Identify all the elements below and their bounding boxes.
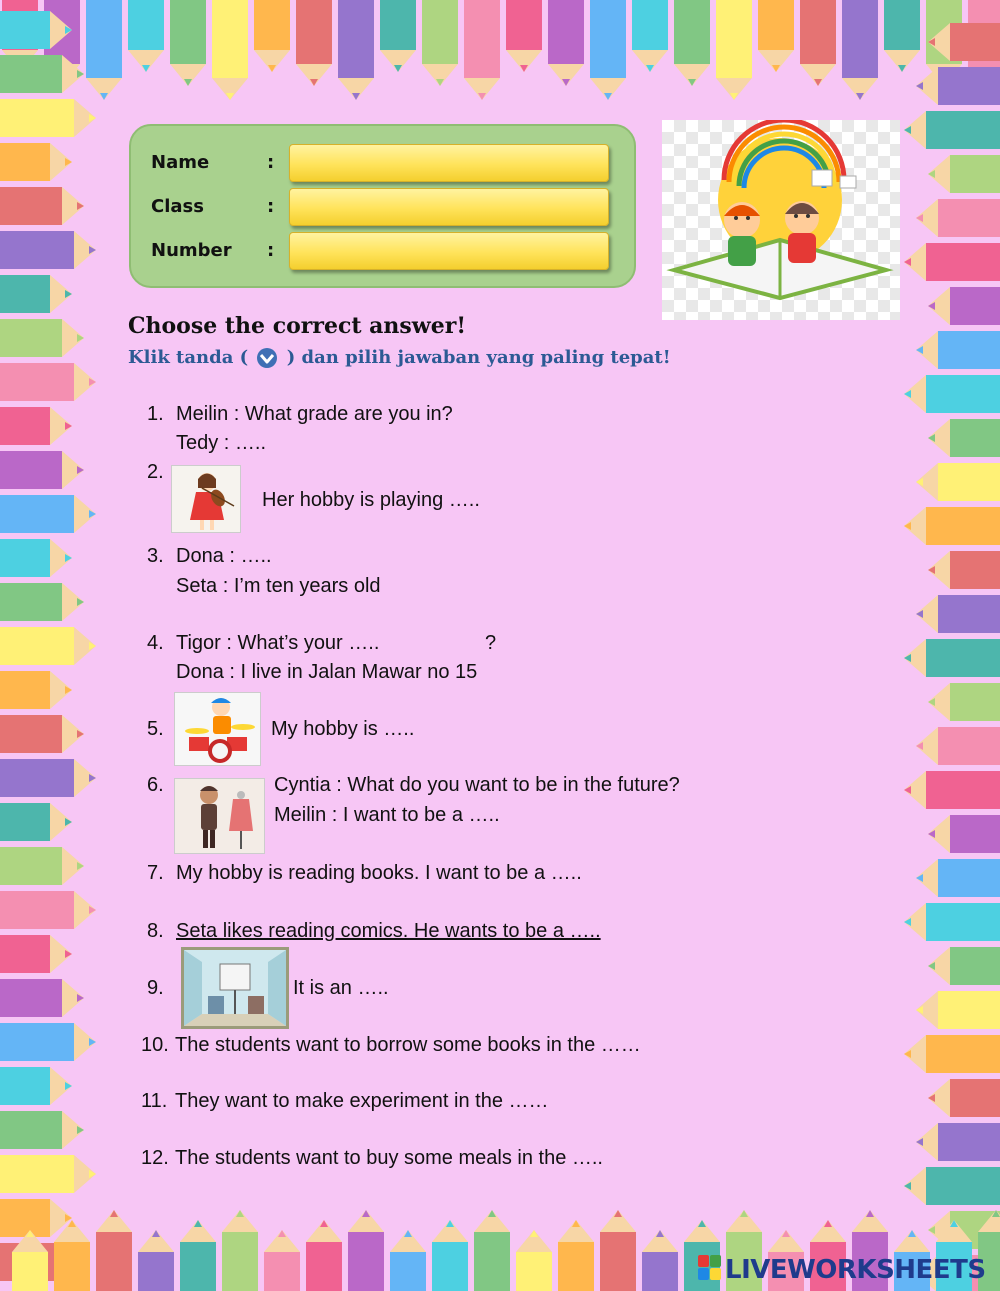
pencil (928, 551, 1000, 589)
pencil (842, 0, 878, 100)
q10-text: The students want to borrow some books in the …… (175, 1034, 641, 1056)
q7-number: 7. (147, 862, 164, 884)
pencil (0, 803, 72, 841)
pencil-border-right (890, 0, 1000, 1291)
pencil (916, 595, 1000, 633)
pencil (348, 1210, 384, 1291)
class-colon: : (267, 196, 275, 217)
pencil (0, 1023, 96, 1061)
student-info-form (129, 124, 636, 288)
pencil (0, 275, 72, 313)
chevron-down-icon (256, 347, 278, 369)
page-title: Choose the correct answer! (128, 313, 466, 339)
pencil (758, 0, 794, 72)
pencil (0, 1111, 84, 1149)
pencil (0, 539, 72, 577)
pencil (0, 187, 84, 225)
q7-text: My hobby is reading books. I want to be a ….. (176, 862, 582, 884)
q3-number: 3. (147, 545, 164, 567)
name-field[interactable] (289, 144, 609, 182)
pencil (0, 935, 72, 973)
number-colon: : (267, 240, 275, 261)
pencil (254, 0, 290, 72)
pencil (904, 111, 1000, 149)
pencil (212, 0, 248, 100)
pencil (464, 0, 500, 100)
instruction-post: ) dan pilih jawaban yang paling tepat! (286, 347, 671, 368)
pencil (928, 683, 1000, 721)
pencil (0, 407, 72, 445)
q9-number: 9. (147, 977, 164, 999)
pencil (0, 495, 96, 533)
pencil (916, 199, 1000, 237)
pencil (558, 1220, 594, 1291)
pencil (916, 991, 1000, 1029)
q5-number: 5. (147, 718, 164, 740)
pencil (432, 1220, 468, 1291)
pencil (904, 1035, 1000, 1073)
pencil (296, 0, 332, 86)
pencil (0, 759, 96, 797)
q12-text: The students want to buy some meals in the ….. (175, 1147, 603, 1169)
q4-number: 4. (147, 632, 164, 654)
pencil (716, 0, 752, 100)
pencil (904, 771, 1000, 809)
pencil (928, 947, 1000, 985)
pencil (0, 143, 72, 181)
class-label: Class (151, 196, 204, 217)
q4-line1: Tigor : What’s your ….. (176, 632, 380, 654)
pencil (96, 1210, 132, 1291)
name-label: Name (151, 152, 210, 173)
logo-squares-icon (698, 1255, 722, 1281)
girl-violin-icon (171, 465, 241, 533)
class-field[interactable] (289, 188, 609, 226)
q11-number: 11. (141, 1090, 168, 1112)
pencil (600, 1210, 636, 1291)
q6-number: 6. (147, 774, 164, 796)
pencil (916, 463, 1000, 501)
q2-number: 2. (147, 461, 164, 483)
pencil (222, 1210, 258, 1291)
pencil (928, 1079, 1000, 1117)
pencil (128, 0, 164, 72)
pencil (138, 1230, 174, 1291)
pencil (800, 0, 836, 86)
pencil (928, 155, 1000, 193)
pencil (928, 23, 1000, 61)
pencil-border-left (0, 0, 110, 1291)
q8-number: 8. (147, 920, 164, 942)
number-row (131, 230, 634, 270)
q1-line2: Tedy : ….. (176, 432, 267, 454)
pencil (54, 1220, 90, 1291)
pencil (916, 859, 1000, 897)
pencil (180, 1220, 216, 1291)
pencil (904, 375, 1000, 413)
pencil (928, 815, 1000, 853)
pencil (916, 1123, 1000, 1161)
q4-question-mark: ? (485, 632, 497, 654)
q5-text: My hobby is ….. (271, 718, 415, 740)
pencil (306, 1220, 342, 1291)
pencil (12, 1230, 48, 1291)
pencil (506, 0, 542, 72)
pencil (0, 451, 84, 489)
pencil (264, 1230, 300, 1291)
liveworksheets-logo[interactable] (698, 1255, 986, 1285)
pencil (632, 0, 668, 72)
pencil (474, 1210, 510, 1291)
pencil (0, 99, 96, 137)
name-colon: : (267, 152, 275, 173)
pencil (904, 903, 1000, 941)
kids-reading-clipart (662, 120, 900, 320)
pencil (0, 11, 72, 49)
pencil (0, 363, 96, 401)
pencil (0, 847, 84, 885)
logo-text: LIVEWORKSHEETS (725, 1255, 986, 1285)
pencil (642, 1230, 678, 1291)
pencil (0, 1155, 96, 1193)
pencil (928, 419, 1000, 457)
pencil (0, 319, 84, 357)
pencil (338, 0, 374, 100)
number-field[interactable] (289, 232, 609, 270)
pencil (590, 0, 626, 100)
q8-text: Seta likes reading comics. He wants to be a ….. (176, 920, 601, 942)
pencil (0, 627, 96, 665)
q3-line2: Seta : I’m ten years old (176, 575, 381, 597)
pencil (516, 1230, 552, 1291)
pencil (904, 639, 1000, 677)
q12-number: 12. (141, 1147, 169, 1169)
q2-text: Her hobby is playing ….. (262, 489, 480, 511)
pencil (916, 727, 1000, 765)
pencil (0, 979, 84, 1017)
pencil (0, 1067, 72, 1105)
q10-number: 10. (141, 1034, 169, 1056)
pencil (548, 0, 584, 86)
q6-line2: Meilin : I want to be a ….. (274, 804, 500, 826)
pencil (170, 0, 206, 86)
pencil (916, 67, 1000, 105)
name-row (131, 142, 634, 182)
pencil (422, 0, 458, 86)
q9-text: It is an ….. (293, 977, 389, 999)
pencil (380, 0, 416, 72)
q11-text: They want to make experiment in the …… (175, 1090, 549, 1112)
pencil (904, 507, 1000, 545)
number-label: Number (151, 240, 232, 261)
q6-line1: Cyntia : What do you want to be in the future? (274, 774, 680, 796)
pencil (0, 231, 96, 269)
pencil (928, 287, 1000, 325)
class-row (131, 186, 634, 226)
pencil (0, 671, 72, 709)
q4-line2: Dona : I live in Jalan Mawar no 15 (176, 661, 478, 683)
pencil (390, 1230, 426, 1291)
pencil-border-top (0, 0, 1000, 110)
pencil (916, 331, 1000, 369)
room-icon (181, 947, 289, 1029)
q1-line1: Meilin : What grade are you in? (176, 403, 453, 425)
instruction-pre: Klik tanda ( (128, 347, 249, 368)
pencil (0, 55, 84, 93)
drummer-boy-icon (174, 692, 261, 766)
pencil (0, 715, 84, 753)
q3-line1: Dona : ….. (176, 545, 272, 567)
q1-number: 1. (147, 403, 164, 425)
instruction-text (128, 347, 671, 369)
tailor-icon (174, 778, 265, 854)
pencil (904, 243, 1000, 281)
pencil (674, 0, 710, 86)
pencil (0, 891, 96, 929)
pencil (0, 583, 84, 621)
